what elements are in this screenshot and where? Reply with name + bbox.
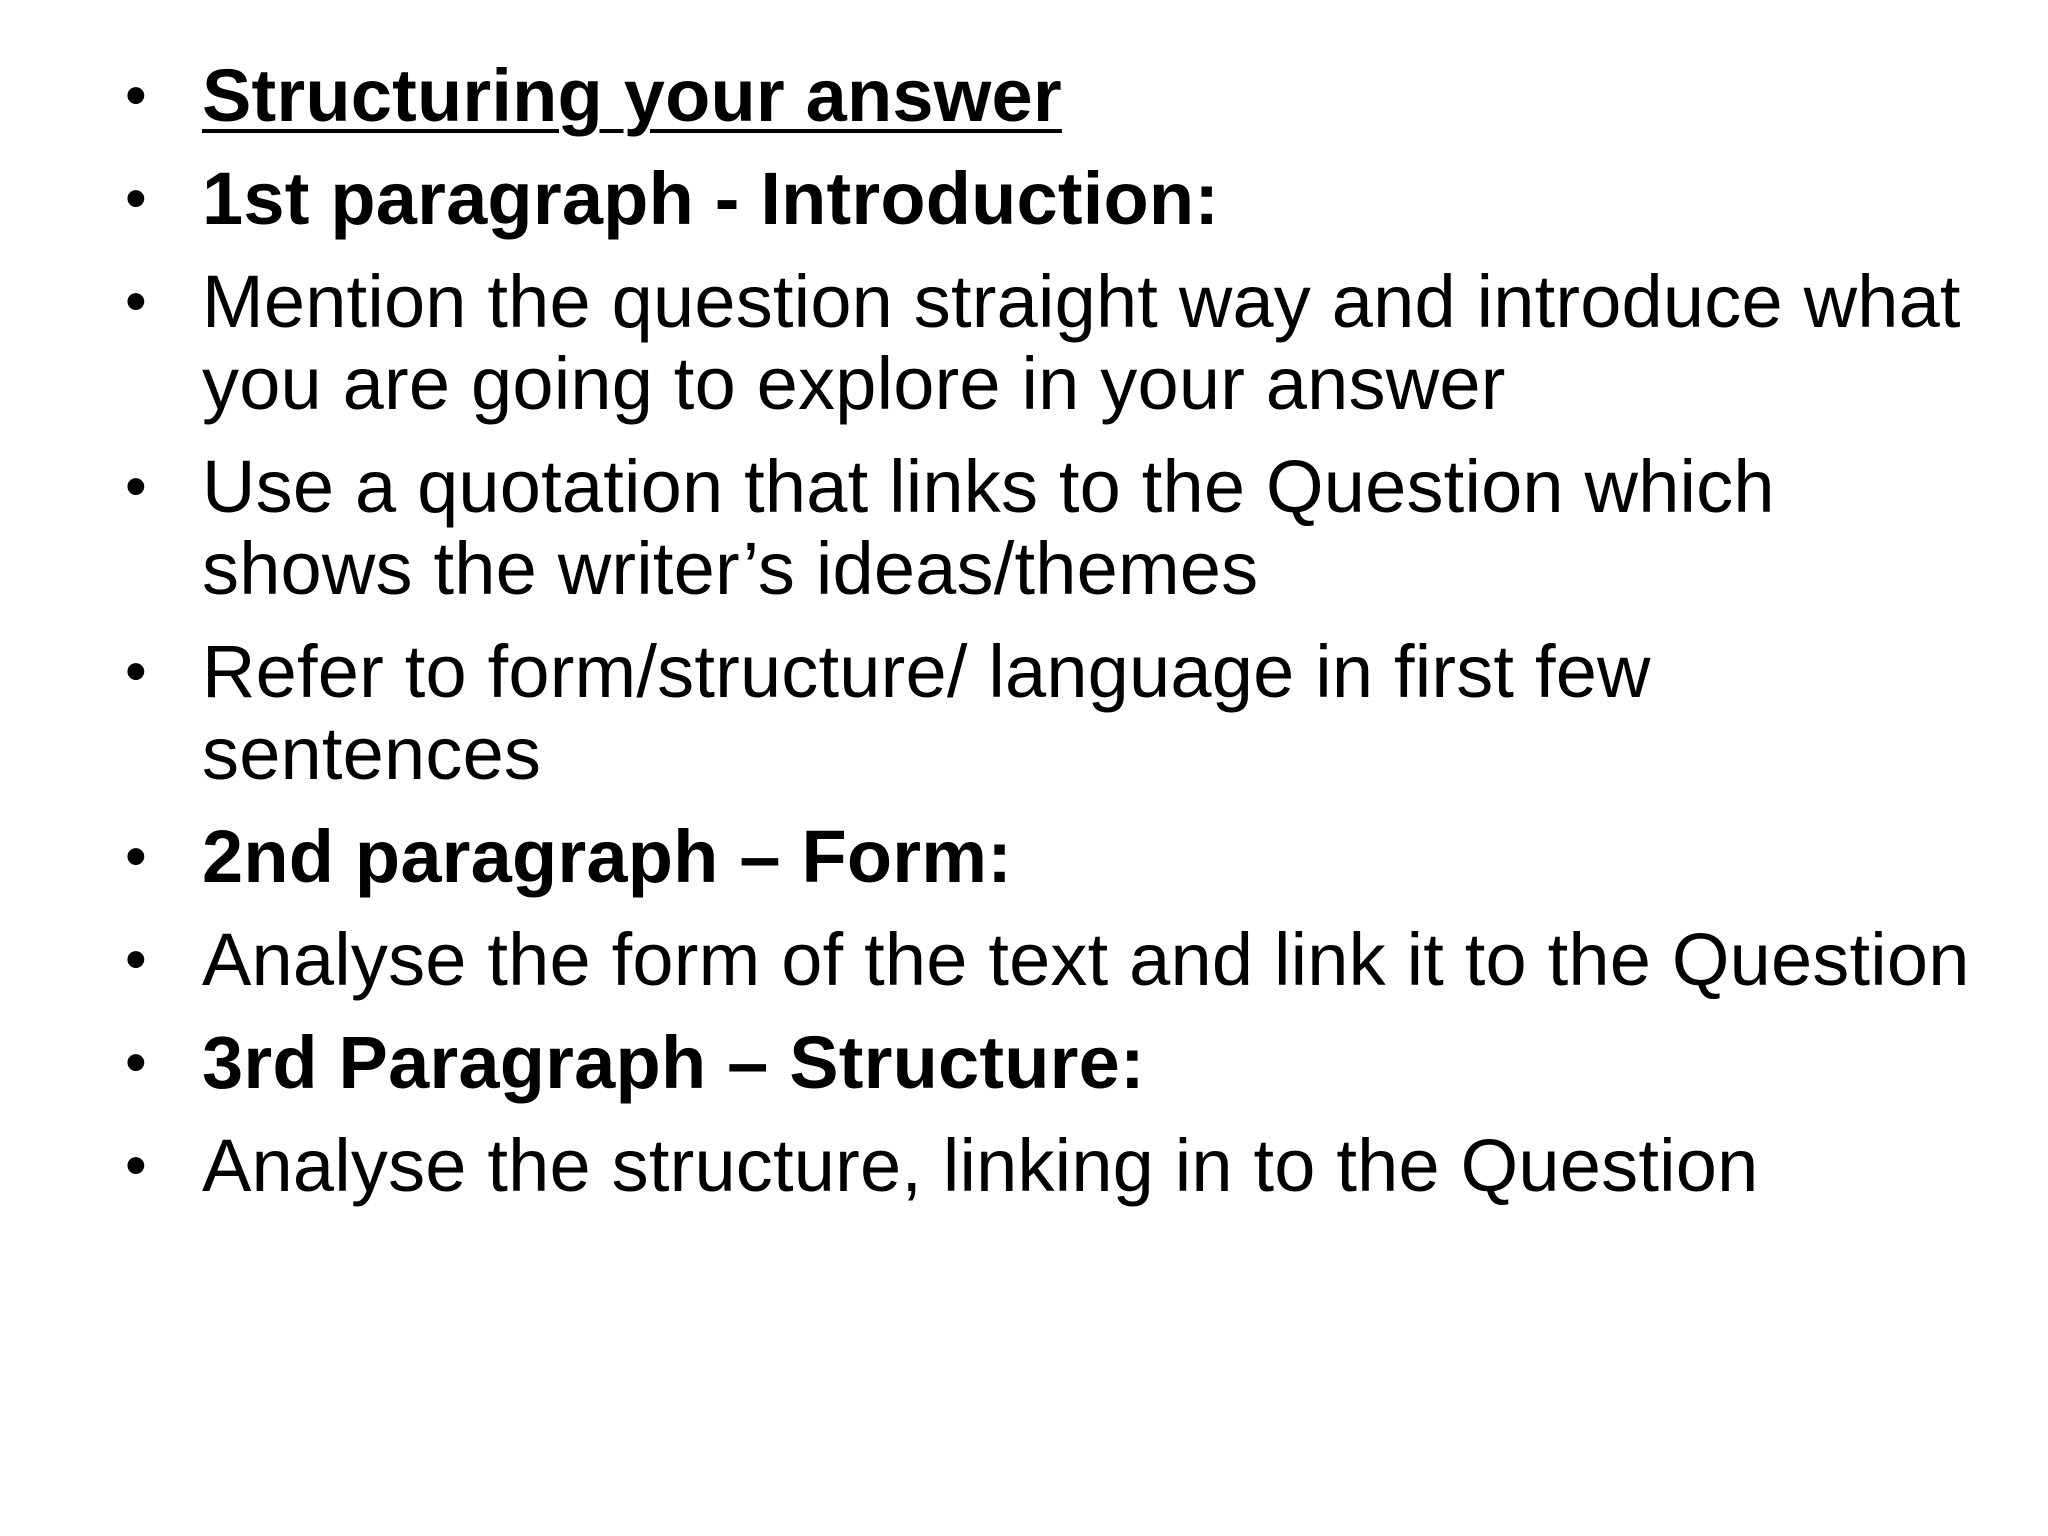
- list-item: [125, 816, 2005, 898]
- bullet-icon: •: [125, 925, 147, 994]
- bullet-text: Mention the question straight way and introduce what you are going to explore in your answer: [202, 260, 1961, 425]
- bullet-icon: •: [125, 1028, 147, 1097]
- bullet-text: Analyse the form of the text and link it to the Question: [202, 918, 1970, 1001]
- bullet-icon: •: [125, 637, 147, 706]
- list-item-heading: [125, 55, 2005, 137]
- list-item: [125, 1125, 2005, 1207]
- section-heading-introduction: 1st paragraph - Introduction:: [202, 157, 1220, 240]
- section-heading-structure: 3rd Paragraph – Structure:: [202, 1021, 1145, 1104]
- bullet-icon: •: [125, 61, 147, 130]
- slide-heading: Structuring your answer: [202, 54, 1062, 137]
- list-item: [125, 631, 2005, 795]
- list-item: [125, 1022, 2005, 1104]
- list-item: [125, 261, 2005, 425]
- section-heading-form: 2nd paragraph – Form:: [202, 815, 1013, 898]
- bullet-icon: •: [125, 822, 147, 891]
- list-item: [125, 446, 2005, 610]
- bullet-icon: •: [125, 1131, 147, 1200]
- bullet-list: [125, 55, 2005, 1228]
- bullet-text: Use a quotation that links to the Question which shows the writer’s ideas/themes: [202, 445, 1775, 610]
- list-item: [125, 158, 2005, 240]
- bullet-text: Analyse the structure, linking in to the Question: [202, 1124, 1759, 1207]
- bullet-icon: •: [125, 267, 147, 336]
- bullet-text: Refer to form/structure/ language in first few sentences: [202, 630, 1651, 795]
- list-item: [125, 919, 2005, 1001]
- bullet-icon: •: [125, 452, 147, 521]
- bullet-icon: •: [125, 164, 147, 233]
